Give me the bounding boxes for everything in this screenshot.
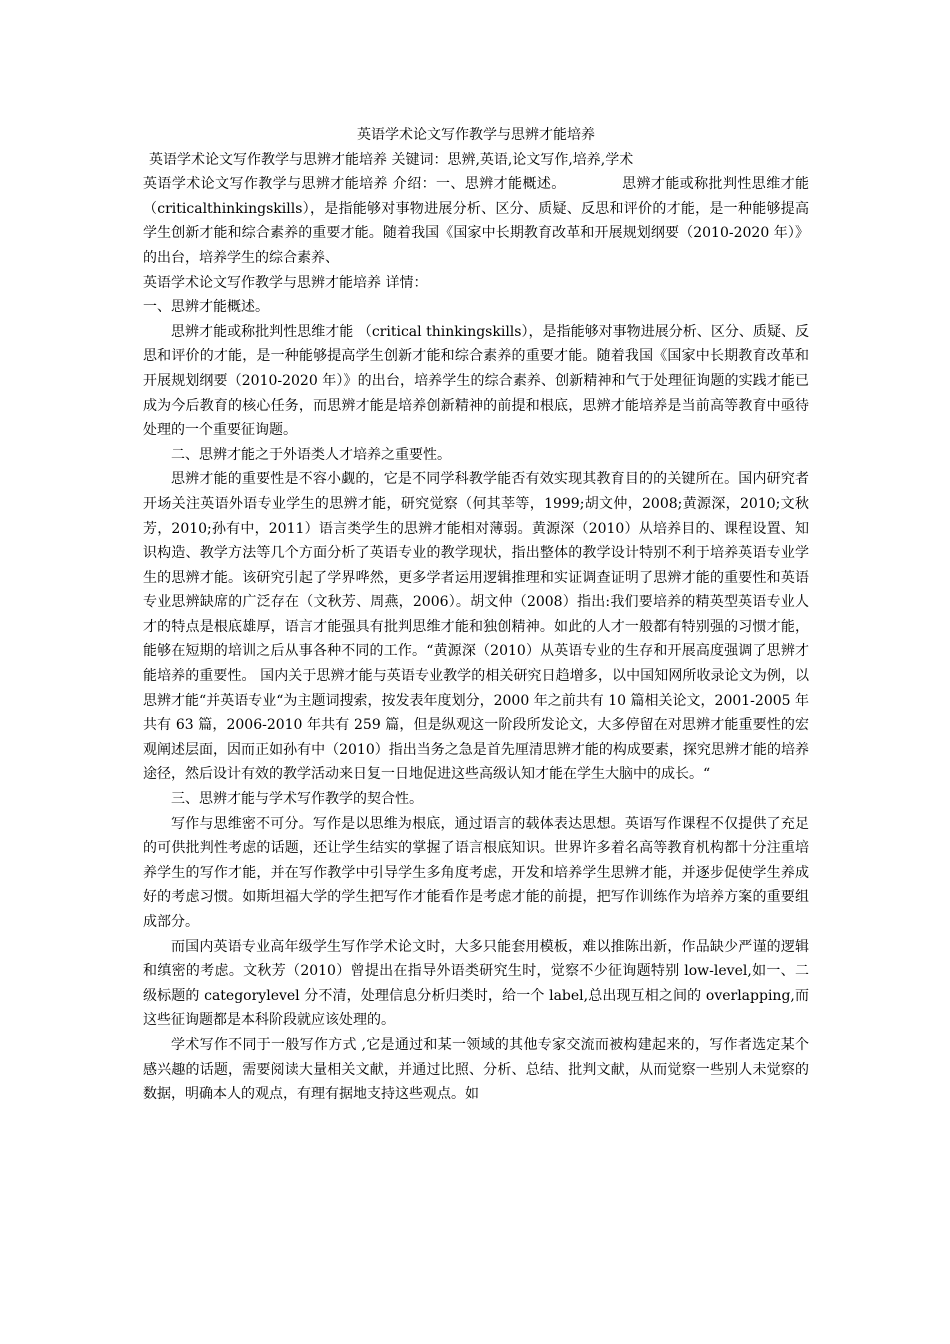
document-title: 英语学术论文写作教学与思辨才能培养 <box>357 127 595 143</box>
keywords-line: 英语学术论文写作教学与思辨才能培养 关键词：思辨,英语,论文写作,培养,学术 <box>149 151 634 168</box>
section-2-heading: 二、思辨才能之于外语类人才培养之重要性。 <box>171 446 451 463</box>
intro-paragraph <box>143 172 809 270</box>
intro-text: 思辨才能或称批判性思维才能（criticalthinkingskills），是指能够对事物进展分析、区分、质疑、反思和评价的才能，是一种能够提高学生创新才能和综合素养的重要才能。随着我国《国家中长期教育改革和开展规划纲要（2010-2020 年）》的出台，培养学生的综合素养、 <box>143 176 810 266</box>
paragraph-3: 写作与思维密不可分。写作是以思维为根底，通过语言的载体表达思想。英语写作课程不仅提供了充足的可供批判性考虑的话题，还让学生结实的掌握了语言根底知识。世界许多着名高等教育机构都十分注重培养学生的写作才能，并在写作教学中引导学生多角度考虑，开发和培养学生思辨才能，并逐步促使学生养成好的考虑习惯。如斯坦福大学的学生把写作才能看作是考虑才能的前提，把写作训练作为培养方案的重要组成部分。 <box>143 815 809 930</box>
section-3-heading: 三、思辨才能与学术写作教学的契合性。 <box>171 791 423 808</box>
paragraph-4: 而国内英语专业高年级学生写作学术论文时，大多只能套用模板，难以推陈出新，作品缺少严谨的逻辑和缜密的考虑。文秋芳（2010）曾提出在指导外语类研究生时，觉察不少征询题特别 low-level,如一、二级标题的 categorylevel 分不清，处理信息分析归类时，给一个 label,总出现互相之间的 overlapping,而这些征询题都是本科阶段就应该处理的。 <box>143 938 809 1029</box>
details-line: 英语学术论文写作教学与思辨才能培养 详情： <box>143 274 428 291</box>
intro-label: 英语学术论文写作教学与思辨才能培养 介绍：一、思辨才能概述。 <box>143 176 566 193</box>
section-1-heading: 一、思辨才能概述。 <box>143 299 269 316</box>
paragraph-1: 思辨才能或称批判性思维才能 （critical thinkingskills），是指能够对事物进展分析、区分、质疑、反思和评价的才能，是一种能够提高学生创新才能和综合素养的重要才能。随着我国《国家中长期教育改革和开展规划纲要（2010-2020 年）》的出台，培养学生的综合素养、创新精神和气于处理征询题的实践才能已成为今后教育的核心任务，而思辨才能是培养创新精神的前提和根底，思辨才能培养是当前高等教育中亟待处理的一个重要征询题。 <box>143 323 809 439</box>
paragraph-2: 思辨才能的重要性是不容小觑的，它是不同学科教学能否有效实现其教育目的的关键所在。国内研究者开场关注英语外语专业学生的思辨才能，研究觉察（何其莘等，1999;胡文仲，2008;黄源深，2010;文秋芳，2010;孙有中，2011）语言类学生的思辨才能相对薄弱。黄源深（2010）从培养目的、课程设置、知识构造、教学方法等几个方面分析了英语专业的教学现状，指出整体的教学设计特别不利于培养英语专业学生的思辨才能。该研究引起了学界哗然，更多学者运用逻辑推理和实证调查证明了思辨才能的重要性和英语专业思辨缺席的广泛存在（文秋芳、周燕，2006）。胡文仲（2008）指出:我们要培养的精英型英语专业人才的特点是根底雄厚，语言才能强具有批判思维才能和独创精神。如此的人才一般都有特别强的习惯才能，能够在短期的培训之后从事各种不同的工作。“黄源深（2010）从英语专业的生存和开展高度强调了思辨才能培养的重要性。 国内关于思辨才能与英语专业教学的相关研究日趋增多，以中国知网所收录论文为例，以思辨才能“并英语专业“为主题词搜索，按发表年度划分，2000 年之前共有 10 篇相关论文，2001-2005 年共有 63 篇，2006-2010 年共有 259 篇，但是纵观这一阶段所发论文，大多停留在对思辨才能重要性的宏观阐述层面，因而正如孙有中（2010）指出当务之急是首先厘清思辨才能的构成要素，探究思辨才能的培养途径，然后设计有效的教学活动来日复一日地促进这些高级认知才能在学生大脑中的成长。“ <box>143 471 809 783</box>
paragraph-5: 学术写作不同于一般写作方式 ,它是通过和某一领域的其他专家交流而被构建起来的，写作者选定某个感兴趣的话题，需要阅读大量相关文献，并通过比照、分析、总结、批判文献，从而觉察一些别人未觉察的数据，明确本人的观点，有理有据地支持这些观点。如 <box>143 1036 809 1103</box>
document-page <box>143 123 809 1107</box>
